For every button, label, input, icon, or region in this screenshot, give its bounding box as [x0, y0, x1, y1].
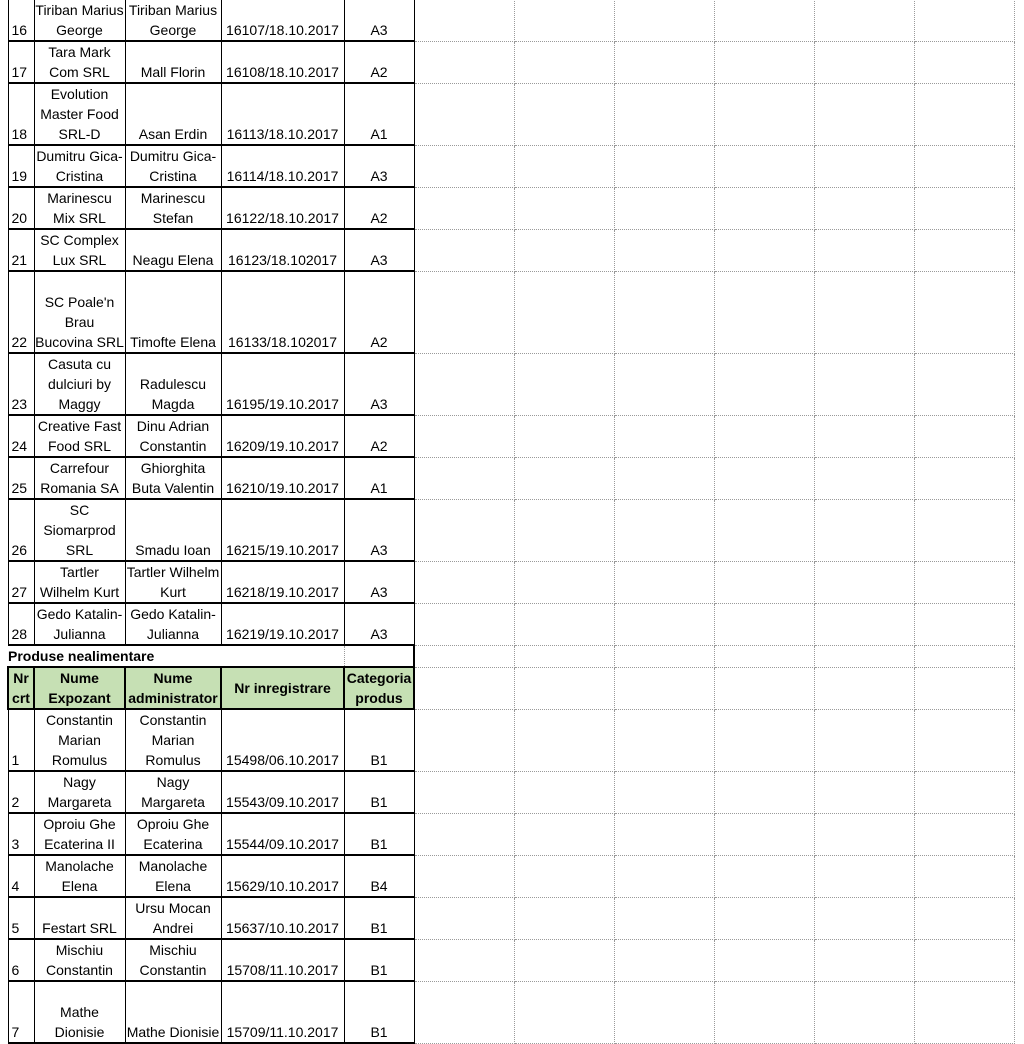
cell-nr-inregistrare: 16108/18.10.2017: [221, 41, 344, 83]
table-row: [0, 603, 1014, 645]
cell-categoria-produs: B1: [344, 709, 414, 771]
cell-nr-crt: 21: [8, 229, 34, 271]
cell-categoria-produs: B1: [344, 813, 414, 855]
cell-nume-expozant: Tiriban Marius George: [34, 0, 125, 41]
cell-nume-administrator: Tiriban Marius George: [125, 0, 221, 41]
header-nr-crt: Nr crt: [8, 667, 34, 709]
cell-categoria-produs: A3: [344, 603, 414, 645]
cell-categoria-produs: A2: [344, 187, 414, 229]
cell-nume-expozant: Constantin Marian Romulus: [34, 709, 125, 771]
cell-nume-administrator: Radulescu Magda: [125, 353, 221, 415]
table-row: [0, 0, 1014, 41]
header-nr-inregistrare: Nr inregistrare: [221, 667, 344, 709]
cell-nr-crt: 24: [8, 415, 34, 457]
cell-nr-inregistrare: 15637/10.10.2017: [221, 897, 344, 939]
cell-nr-inregistrare: 16218/19.10.2017: [221, 561, 344, 603]
table-row: [0, 771, 1014, 813]
cell-nr-inregistrare: 16133/18.102017: [221, 271, 344, 353]
cell-categoria-produs: A3: [344, 353, 414, 415]
cell-nr-inregistrare: 16113/18.10.2017: [221, 83, 344, 145]
cell-nume-expozant: Mathe Dionisie: [34, 981, 125, 1043]
cell-categoria-produs: A3: [344, 0, 414, 41]
cell-nume-expozant: Mischiu Constantin: [34, 939, 125, 981]
cell-nume-administrator: Neagu Elena: [125, 229, 221, 271]
cell-categoria-produs: B4: [344, 855, 414, 897]
cell-categoria-produs: A2: [344, 415, 414, 457]
cell-categoria-produs: A3: [344, 229, 414, 271]
table-row: [0, 813, 1014, 855]
cell-nr-crt: 25: [8, 457, 34, 499]
cell-categoria-produs: A2: [344, 271, 414, 353]
table-row: [0, 561, 1014, 603]
table-row: [0, 457, 1014, 499]
table-row: [0, 271, 1014, 353]
table-row: [0, 145, 1014, 187]
table-row: [0, 83, 1014, 145]
cell-nume-administrator: Smadu Ioan: [125, 499, 221, 561]
cell-nume-expozant: Tartler Wilhelm Kurt: [34, 561, 125, 603]
section-title: Produse nealimentare: [8, 648, 155, 664]
cell-nr-inregistrare: 15544/09.10.2017: [221, 813, 344, 855]
cell-nr-inregistrare: 15543/09.10.2017: [221, 771, 344, 813]
cell-categoria-produs: A1: [344, 83, 414, 145]
cell-nume-expozant: Tara Mark Com SRL: [34, 41, 125, 83]
cell-nr-inregistrare: 16123/18.102017: [221, 229, 344, 271]
cell-nume-expozant: Festart SRL: [34, 897, 125, 939]
table-row: [0, 897, 1014, 939]
cell-nr-crt: 4: [8, 855, 34, 897]
cell-nume-expozant: Carrefour Romania SA: [34, 457, 125, 499]
cell-nume-administrator: Ursu Mocan Andrei: [125, 897, 221, 939]
cell-nume-administrator: Mischiu Constantin: [125, 939, 221, 981]
cell-nume-administrator: Oproiu Ghe Ecaterina: [125, 813, 221, 855]
cell-nr-inregistrare: 15708/11.10.2017: [221, 939, 344, 981]
cell-nume-administrator: Mathe Dionisie: [125, 981, 221, 1043]
table-row: [0, 939, 1014, 981]
cell-nr-crt: 5: [8, 897, 34, 939]
cell-nume-administrator: Timofte Elena: [125, 271, 221, 353]
cell-nr-crt: 17: [8, 41, 34, 83]
cell-categoria-produs: B1: [344, 897, 414, 939]
cell-nume-expozant: Dumitru Gica-Cristina: [34, 145, 125, 187]
cell-nume-expozant: Nagy Margareta: [34, 771, 125, 813]
cell-nume-expozant: Oproiu Ghe Ecaterina II: [34, 813, 125, 855]
cell-nume-administrator: Manolache Elena: [125, 855, 221, 897]
cell-nr-crt: 3: [8, 813, 34, 855]
cell-nume-administrator: Constantin Marian Romulus: [125, 709, 221, 771]
cell-nr-crt: 20: [8, 187, 34, 229]
cell-nr-crt: 22: [8, 271, 34, 353]
cell-nume-administrator: Marinescu Stefan: [125, 187, 221, 229]
cell-nume-administrator: Dumitru Gica-Cristina: [125, 145, 221, 187]
cell-nr-inregistrare: 15629/10.10.2017: [221, 855, 344, 897]
cell-nume-administrator: Nagy Margareta: [125, 771, 221, 813]
cell-nr-inregistrare: 16219/19.10.2017: [221, 603, 344, 645]
cell-categoria-produs: A1: [344, 457, 414, 499]
cell-nume-expozant: SC Siomarprod SRL: [34, 499, 125, 561]
table-row: [0, 709, 1014, 771]
table-row: [0, 981, 1014, 1043]
cell-nume-administrator: Tartler Wilhelm Kurt: [125, 561, 221, 603]
table-row: [0, 187, 1014, 229]
table-row: [0, 229, 1014, 271]
cell-nume-administrator: Mall Florin: [125, 41, 221, 83]
cell-nr-crt: 23: [8, 353, 34, 415]
cell-nr-crt: 18: [8, 83, 34, 145]
cell-nume-expozant: Manolache Elena: [34, 855, 125, 897]
cell-categoria-produs: B1: [344, 771, 414, 813]
cell-nr-crt: 26: [8, 499, 34, 561]
cell-nume-expozant: SC Poale'n Brau Bucovina SRL: [34, 271, 125, 353]
header-nume-administrator: Nume administrator: [125, 667, 221, 709]
cell-nr-crt: 2: [8, 771, 34, 813]
cell-nume-administrator: Gedo Katalin-Julianna: [125, 603, 221, 645]
cell-nr-inregistrare: 16195/19.10.2017: [221, 353, 344, 415]
cell-nr-crt: 19: [8, 145, 34, 187]
cell-nume-administrator: Dinu Adrian Constantin: [125, 415, 221, 457]
cell-categoria-produs: A3: [344, 499, 414, 561]
section-header: [0, 645, 1014, 709]
table-row: [0, 41, 1014, 83]
table-row: [0, 415, 1014, 457]
table-row: [0, 353, 1014, 415]
cell-nr-inregistrare: 16107/18.10.2017: [221, 0, 344, 41]
table-row: [0, 499, 1014, 561]
cell-nume-administrator: Asan Erdin: [125, 83, 221, 145]
cell-nume-expozant: Evolution Master Food SRL-D: [34, 83, 125, 145]
cell-categoria-produs: A2: [344, 41, 414, 83]
cell-nume-expozant: Gedo Katalin-Julianna: [34, 603, 125, 645]
cell-nume-expozant: Marinescu Mix SRL: [34, 187, 125, 229]
cell-categoria-produs: B1: [344, 981, 414, 1043]
cell-nr-crt: 1: [8, 709, 34, 771]
cell-categoria-produs: A3: [344, 561, 414, 603]
header-nume-expozant: Nume Expozant: [34, 667, 125, 709]
cell-nume-expozant: Casuta cu dulciuri by Maggy: [34, 353, 125, 415]
cell-nr-crt: 28: [8, 603, 34, 645]
cell-nr-inregistrare: 16122/18.10.2017: [221, 187, 344, 229]
cell-nr-crt: 27: [8, 561, 34, 603]
cell-nume-expozant: Creative Fast Food SRL: [34, 415, 125, 457]
cell-nume-expozant: SC Complex Lux SRL: [34, 229, 125, 271]
cell-nr-inregistrare: 16209/19.10.2017: [221, 415, 344, 457]
cell-nr-inregistrare: 15709/11.10.2017: [221, 981, 344, 1043]
cell-nr-crt: 7: [8, 981, 34, 1043]
non-food-section-rows: [0, 709, 1014, 1043]
cell-nr-inregistrare: 16210/19.10.2017: [221, 457, 344, 499]
cell-nr-inregistrare: 16215/19.10.2017: [221, 499, 344, 561]
header-categoria-produs: Categoria produs: [344, 667, 414, 709]
table-row: [0, 855, 1014, 897]
cell-nr-inregistrare: 16114/18.10.2017: [221, 145, 344, 187]
cell-nr-crt: 16: [8, 0, 34, 41]
cell-categoria-produs: B1: [344, 939, 414, 981]
cell-nr-crt: 6: [8, 939, 34, 981]
cell-categoria-produs: A3: [344, 145, 414, 187]
cell-nume-administrator: Ghiorghita Buta Valentin: [125, 457, 221, 499]
cell-nr-inregistrare: 15498/06.10.2017: [221, 709, 344, 771]
